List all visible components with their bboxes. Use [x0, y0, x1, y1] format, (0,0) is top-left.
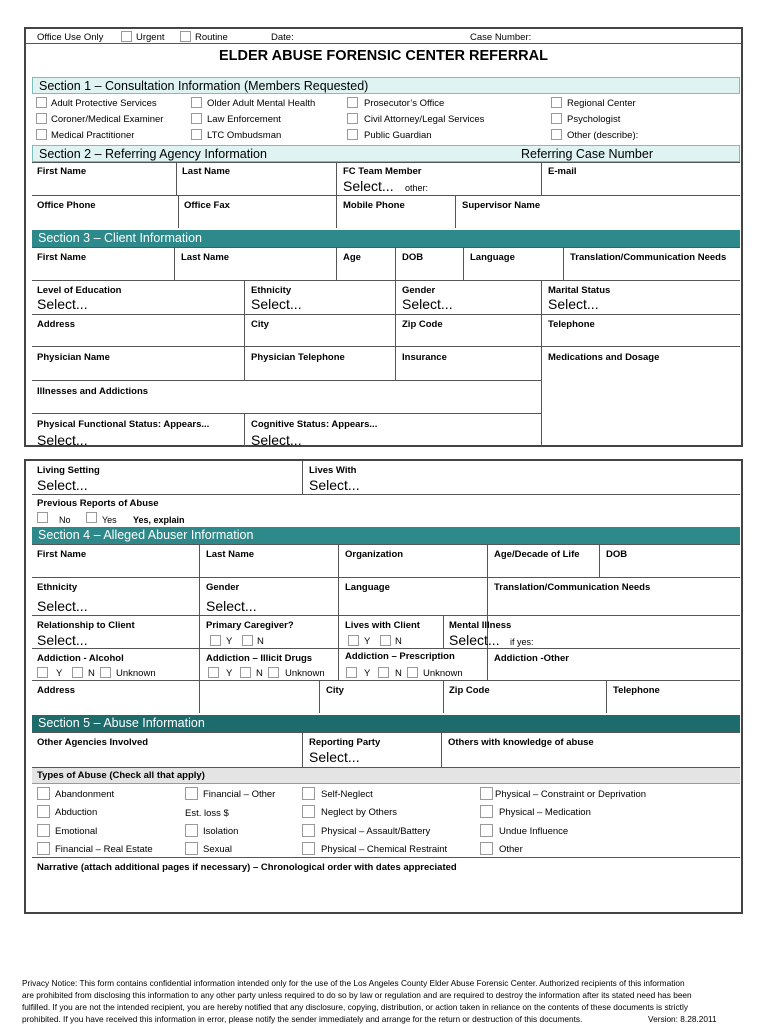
abuse-cb-8[interactable] — [302, 787, 315, 800]
abuse-cb-13[interactable] — [480, 805, 493, 818]
reporting-select[interactable]: Select... — [309, 749, 360, 765]
s4-telephone: Telephone — [613, 685, 660, 696]
item-coroner: Coroner/Medical Examiner — [51, 114, 164, 125]
section-4-header: Section 4 – Alleged Abuser Information — [32, 527, 740, 544]
abuse-medication: Physical – Medication — [499, 807, 591, 818]
abuse-cb-6[interactable] — [185, 824, 198, 837]
drugs-y: Y — [226, 668, 233, 679]
section-2-title: Section 2 – Referring Agency Information — [39, 147, 267, 161]
abuse-physical-assault: Physical – Assault/Battery — [321, 826, 431, 837]
s2-office-fax: Office Fax — [184, 200, 230, 211]
s4-organization: Organization — [345, 549, 404, 560]
checkbox-regional[interactable] — [551, 97, 562, 108]
s4-ethnicity: Ethnicity — [37, 582, 78, 593]
s2-office-phone: Office Phone — [37, 200, 96, 211]
s3-marital: Marital Status — [548, 285, 611, 296]
s4-first-name: First Name — [37, 549, 87, 560]
alcohol-n: N — [88, 668, 95, 679]
s3-first-name: First Name — [37, 252, 87, 263]
alcohol-y: Y — [56, 668, 63, 679]
checkbox-prosecutor[interactable] — [347, 97, 358, 108]
s3-living-setting: Living Setting — [37, 465, 100, 476]
lives-n: N — [395, 636, 402, 647]
caregiver-y: Y — [226, 636, 233, 647]
checkbox-coroner[interactable] — [36, 113, 47, 124]
s3-address: Address — [37, 319, 76, 330]
privacy-notice-line-1: Privacy Notice: This form contains confidential information intended only for the use of the Los Angeles County Elder Abuse Forensic Center. Authorized recipients of this information — [22, 978, 685, 988]
abuse-cb-11[interactable] — [302, 842, 315, 855]
s3-city: City — [251, 319, 269, 330]
relationship-select[interactable]: Select... — [37, 632, 88, 648]
s3-last-name: Last Name — [181, 252, 230, 263]
abuse-cb-0[interactable] — [37, 787, 50, 800]
s5-reporting: Reporting Party — [309, 737, 381, 748]
urgent-label: Urgent — [136, 32, 165, 43]
prescription-y-checkbox[interactable] — [346, 667, 357, 678]
caregiver-n: N — [257, 636, 264, 647]
item-medical: Medical Practitioner — [51, 130, 135, 141]
marital-select[interactable]: Select... — [548, 296, 599, 312]
prev-yes-explain: Yes, explain — [133, 515, 185, 525]
routine-label: Routine — [195, 32, 228, 43]
s5-others: Others with knowledge of abuse — [448, 737, 594, 748]
privacy-notice-line-4: prohibited. If you have received this information in error, please notify the sender immediately and arrange for the return or destruction of this documents. — [22, 1014, 583, 1024]
s4-gender-select[interactable]: Select... — [206, 598, 257, 614]
prescription-y: Y — [364, 668, 371, 679]
prev-no-checkbox[interactable] — [37, 512, 48, 523]
drugs-y-checkbox[interactable] — [208, 667, 219, 678]
item-regional: Regional Center — [567, 98, 636, 109]
s4-address: Address — [37, 685, 76, 696]
prescription-unknown: Unknown — [423, 668, 463, 679]
s4-drugs: Addiction – Illicit Drugs — [206, 653, 313, 664]
drugs-n: N — [256, 668, 263, 679]
abuse-other: Other — [499, 844, 523, 855]
item-prosecutor: Prosecutor’s Office — [364, 98, 445, 109]
s4-zip: Zip Code — [449, 685, 490, 696]
s4-language: Language — [345, 582, 390, 593]
fc-other-label: other: — [405, 183, 429, 193]
prescription-n-checkbox[interactable] — [378, 667, 389, 678]
checkbox-medical[interactable] — [36, 129, 47, 140]
s3-gender: Gender — [402, 285, 436, 296]
s5-types: Types of Abuse (Check all that apply) — [37, 770, 205, 781]
s3-illnesses: Illnesses and Addictions — [37, 386, 149, 397]
s4-translation: Translation/Communication Needs — [494, 582, 651, 593]
abuse-financial-real-estate: Financial – Real Estate — [55, 844, 153, 855]
abuse-cb-10[interactable] — [302, 824, 315, 837]
abuse-chemical-restraint: Physical – Chemical Restraint — [321, 844, 448, 855]
s3-physician-tel: Physician Telephone — [251, 352, 345, 363]
abuse-constraint: Physical – Constraint or Deprivation — [495, 789, 647, 800]
office-use-label: Office Use Only — [37, 32, 104, 43]
version-label: Version: 8.28.2011 — [648, 1014, 717, 1024]
s3-ethnicity: Ethnicity — [251, 285, 292, 296]
s4-gender: Gender — [206, 582, 240, 593]
s3-language: Language — [470, 252, 515, 263]
caregiver-y-checkbox[interactable] — [210, 635, 221, 646]
fc-team-select[interactable]: Select... — [343, 178, 394, 194]
abuse-financial-other: Financial – Other — [203, 789, 276, 800]
case-number-label: Case Number: — [470, 32, 532, 43]
s3-education: Level of Education — [37, 285, 122, 296]
s3-physician: Physician Name — [37, 352, 110, 363]
lives-n-checkbox[interactable] — [380, 635, 391, 646]
item-ltc: LTC Ombudsman — [207, 130, 282, 141]
abuse-cb-2[interactable] — [37, 824, 50, 837]
abuse-isolation: Isolation — [203, 826, 239, 837]
abuse-cb-7[interactable] — [185, 842, 198, 855]
s4-caregiver: Primary Caregiver? — [206, 620, 294, 631]
prev-yes-checkbox[interactable] — [86, 512, 97, 523]
section-2-header — [32, 145, 740, 162]
prev-no-label: No — [59, 515, 71, 525]
checkbox-psychologist[interactable] — [551, 113, 562, 124]
abuse-sexual: Sexual — [203, 844, 233, 855]
s4-last-name: Last Name — [206, 549, 255, 560]
s4-ethnicity-select[interactable]: Select... — [37, 598, 88, 614]
lives-y: Y — [364, 636, 371, 647]
lives-y-checkbox[interactable] — [348, 635, 359, 646]
prescription-unknown-checkbox[interactable] — [407, 667, 418, 678]
checkbox-civil[interactable] — [347, 113, 358, 124]
checkbox-mental-health[interactable] — [191, 97, 202, 108]
s4-lives-with: Lives with Client — [345, 620, 420, 631]
item-mental-health: Older Adult Mental Health — [207, 98, 316, 109]
section-1-header: Section 1 – Consultation Information (Members Requested) — [32, 77, 740, 94]
s4-mental-illness: Mental Illness — [449, 620, 512, 631]
item-guardian: Public Guardian — [364, 130, 432, 141]
mental-illness-select[interactable]: Select... — [449, 632, 500, 648]
privacy-notice-line-3: fulfilled. If you are not the intended recipient, you are hereby notified that any disclosure, copying, distribution, or action taken in reliance on the contents of these documents is strictly — [22, 1002, 688, 1012]
s4-addiction-other: Addiction -Other — [494, 653, 569, 664]
abuse-est-loss: Est. loss $ — [185, 808, 229, 819]
checkbox-ltc[interactable] — [191, 129, 202, 140]
referring-case-number-label: Referring Case Number — [521, 147, 653, 161]
s3-age: Age — [343, 252, 361, 263]
alcohol-unknown: Unknown — [116, 668, 156, 679]
s4-alcohol: Addiction - Alcohol — [37, 653, 124, 664]
drugs-n-checkbox[interactable] — [240, 667, 251, 678]
prev-yes-label: Yes — [102, 515, 117, 525]
s3-dob: DOB — [402, 252, 424, 263]
abuse-emotional: Emotional — [55, 826, 98, 837]
item-other: Other (describe): — [567, 130, 639, 141]
living-setting-select[interactable]: Select... — [37, 477, 88, 493]
s3-cognitive: Cognitive Status: Appears... — [251, 419, 378, 430]
abuse-cb-12[interactable] — [480, 787, 493, 800]
alcohol-y-checkbox[interactable] — [37, 667, 48, 678]
alcohol-n-checkbox[interactable] — [72, 667, 83, 678]
privacy-notice-line-2: are prohibited from disclosing this information to any other party unless required to do so by law or regulation and are required to destroy the information after its stated need has been — [22, 990, 692, 1000]
s2-first-name: First Name — [37, 166, 87, 177]
checkbox-law[interactable] — [191, 113, 202, 124]
checkbox-guardian[interactable] — [347, 129, 358, 140]
s3-zip: Zip Code — [402, 319, 443, 330]
ethnicity-select[interactable]: Select... — [251, 296, 302, 312]
lives-with-select[interactable]: Select... — [309, 477, 360, 493]
s3-functional: Physical Functional Status: Appears... — [37, 419, 210, 430]
form-title: ELDER ABUSE FORENSIC CENTER REFERRAL — [219, 48, 548, 64]
date-label: Date: — [271, 32, 294, 43]
caregiver-n-checkbox[interactable] — [242, 635, 253, 646]
urgent-checkbox[interactable] — [121, 31, 132, 42]
s3-insurance: Insurance — [402, 352, 447, 363]
checkbox-aps[interactable] — [36, 97, 47, 108]
section-5-header: Section 5 – Abuse Information — [32, 715, 740, 732]
s3-medications: Medications and Dosage — [548, 352, 660, 363]
s2-fc-team: FC Team Member — [343, 166, 422, 177]
abuse-cb-1[interactable] — [37, 805, 50, 818]
abuse-cb-9[interactable] — [302, 805, 315, 818]
routine-checkbox[interactable] — [180, 31, 191, 42]
item-law: Law Enforcement — [207, 114, 281, 125]
abuse-abandonment: Abandonment — [55, 789, 115, 800]
checkbox-other[interactable] — [551, 129, 562, 140]
cognitive-select[interactable]: Select... — [251, 432, 302, 448]
abuse-abduction: Abduction — [55, 807, 98, 818]
alcohol-unknown-checkbox[interactable] — [100, 667, 111, 678]
s3-lives-with: Lives With — [309, 465, 357, 476]
prescription-n: N — [395, 668, 402, 679]
s3-previous-reports: Previous Reports of Abuse — [37, 498, 159, 509]
item-civil: Civil Attorney/Legal Services — [364, 114, 485, 125]
if-yes-label: if yes: — [510, 637, 534, 647]
abuse-cb-4[interactable] — [185, 787, 198, 800]
abuse-cb-15[interactable] — [480, 842, 493, 855]
s2-mobile: Mobile Phone — [343, 200, 405, 211]
s3-translation: Translation/Communication Needs — [570, 252, 727, 263]
s4-dob: DOB — [606, 549, 628, 560]
item-aps: Adult Protective Services — [51, 98, 157, 109]
s4-city: City — [326, 685, 344, 696]
section-3-header: Section 3 – Client Information — [32, 230, 740, 247]
abuse-neglect-others: Neglect by Others — [321, 807, 398, 818]
abuse-self-neglect: Self-Neglect — [321, 789, 373, 800]
functional-select[interactable]: Select... — [37, 432, 88, 448]
s2-last-name: Last Name — [182, 166, 231, 177]
gender-select[interactable]: Select... — [402, 296, 453, 312]
s2-email: E-mail — [548, 166, 577, 177]
item-psychologist: Psychologist — [567, 114, 621, 125]
s4-prescription: Addiction – Prescription — [345, 651, 455, 662]
drugs-unknown: Unknown — [285, 668, 325, 679]
drugs-unknown-checkbox[interactable] — [268, 667, 279, 678]
education-select[interactable]: Select... — [37, 296, 88, 312]
s3-telephone: Telephone — [548, 319, 595, 330]
s2-supervisor: Supervisor Name — [462, 200, 541, 211]
s4-age: Age/Decade of Life — [494, 549, 580, 560]
s5-narrative: Narrative (attach additional pages if necessary) – Chronological order with dates appreciated — [37, 862, 457, 873]
s5-agencies: Other Agencies Involved — [37, 737, 149, 748]
abuse-cb-3[interactable] — [37, 842, 50, 855]
abuse-cb-14[interactable] — [480, 824, 493, 837]
s4-relationship: Relationship to Client — [37, 620, 135, 631]
abuse-undue-influence: Undue Influence — [499, 826, 569, 837]
